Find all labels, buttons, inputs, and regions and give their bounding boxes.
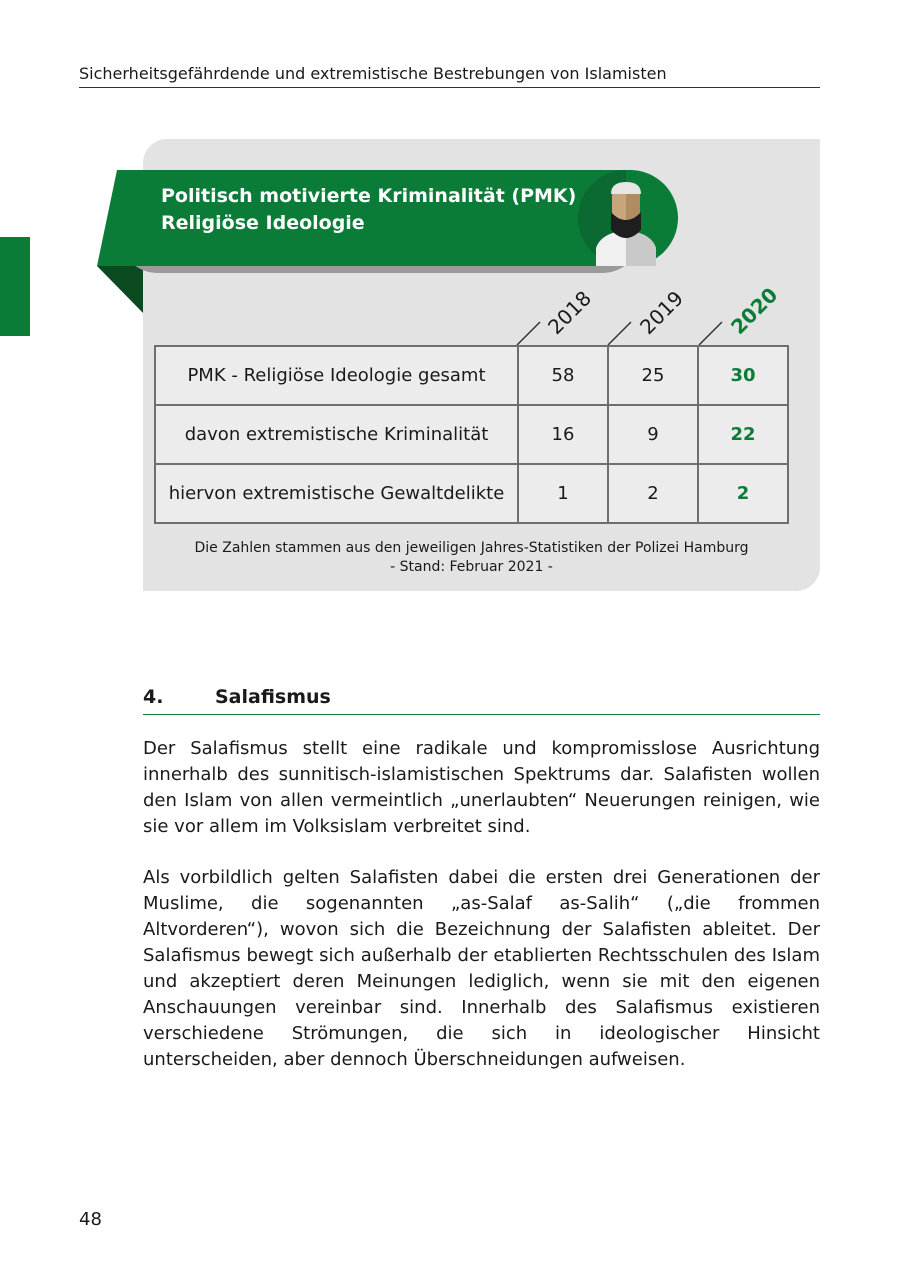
section-number: 4.: [143, 686, 164, 708]
cell-value: 16: [518, 405, 608, 464]
source-date: - Stand: Februar 2021 -: [390, 559, 553, 575]
year-label-2019: 2019: [635, 286, 688, 339]
section-heading: [143, 686, 820, 715]
cell-value: 2: [608, 464, 698, 523]
cell-value-highlight: 30: [698, 346, 788, 405]
table-row: [155, 464, 788, 523]
cell-value-highlight: 2: [698, 464, 788, 523]
row-label: davon extremistische Kriminalität: [155, 405, 518, 464]
cell-value: 9: [608, 405, 698, 464]
table-row: [155, 405, 788, 464]
table-row: [155, 346, 788, 405]
statistics-table: [154, 345, 789, 524]
source-line: Die Zahlen stammen aus den jeweiligen Jahres-Statistiken der Polizei Hamburg: [194, 540, 749, 556]
infobox-title-line1: Politisch motivierte Kriminalität (PMK): [161, 185, 577, 207]
row-label: hiervon extremistische Gewaltdelikte: [155, 464, 518, 523]
page-number: 48: [79, 1209, 102, 1230]
year-label-2018: 2018: [543, 286, 596, 339]
cell-value: 25: [608, 346, 698, 405]
cell-value: 58: [518, 346, 608, 405]
body-paragraph-2: Als vorbildlich gelten Salafisten dabei die ersten drei Generationen der Muslime, die sogenannten „as-Salaf as-Salih“ („die frommen Altvorderen“), wovon sich die Bezeichnung der Salafisten ableitet. Der Salafismus bewegt sich außerhalb der etablierten Rechtsschulen des Islam und akzeptiert deren Meinungen lediglich, wenn sie mit den eigenen Anschauungen vereinbar sind. Innerhalb des Salafismus existieren verschiedene Strömungen, die sich in ideologischer Hinsicht unterscheiden, aber dennoch Überschneidungen aufweisen.: [143, 867, 820, 1070]
infobox-title-line2: Religiöse Ideologie: [161, 212, 365, 234]
source-note: [143, 539, 800, 577]
running-header: Sicherheitsgefährdende und extremistische Bestrebungen von Islamisten: [79, 64, 820, 88]
body-paragraph-1: Der Salafismus stellt eine radikale und kompromisslose Ausrichtung innerhalb des sunnitisch-islamistischen Spektrums dar. Salafisten wollen den Islam von allen vermeintlich „unerlaubten“ Neuerungen reinigen, wie sie vor allem im Volksislam verbreitet sind.: [143, 738, 820, 837]
cell-value: 1: [518, 464, 608, 523]
year-label-2020: 2020: [726, 282, 783, 339]
section-title: Salafismus: [215, 686, 331, 708]
row-label: PMK - Religiöse Ideologie gesamt: [155, 346, 518, 405]
cell-value-highlight: 22: [698, 405, 788, 464]
